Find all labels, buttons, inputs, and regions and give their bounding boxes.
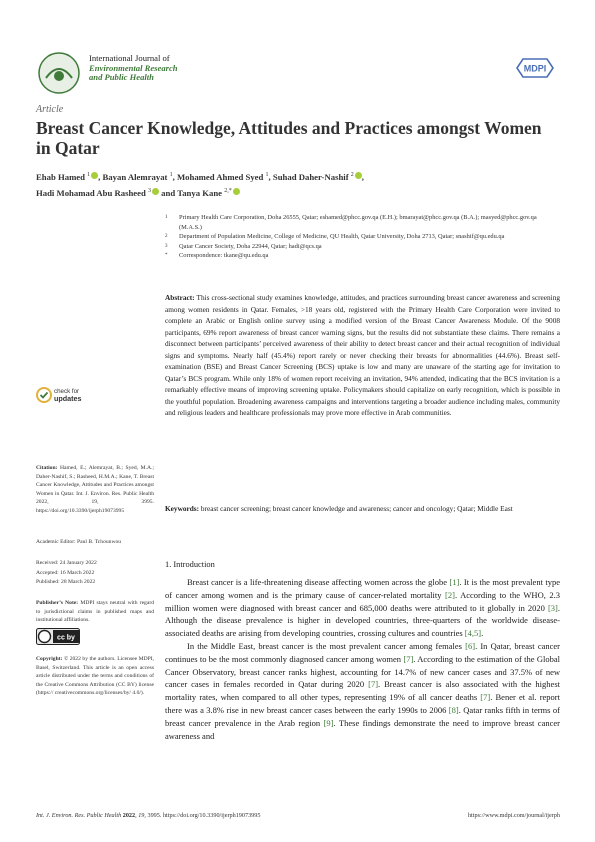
article-type: Article bbox=[36, 104, 64, 115]
affiliation-text: Primary Health Care Corporation, Doha 26555, Qatar; eshamed@phcc.gov.qa (E.H.); bmarayat@phcc.gov.qa (B.A.); masyed@phcc.gov.qa (M.A.S.) bbox=[179, 214, 537, 231]
affiliations bbox=[165, 213, 560, 261]
journal-name bbox=[89, 54, 178, 83]
body-paragraph bbox=[165, 640, 560, 742]
author-affiliation-mark: 2 bbox=[350, 172, 354, 178]
affiliation-item bbox=[165, 213, 560, 232]
author-affiliation-mark: 1 bbox=[87, 172, 91, 178]
citation-label: Citation: bbox=[36, 465, 58, 471]
affiliation-text: Correspondence: tkane@qu.edu.qa bbox=[179, 252, 269, 260]
section-body bbox=[165, 576, 560, 742]
journal-line-2: Environmental Research bbox=[89, 62, 178, 73]
cc-by-text: cc by bbox=[57, 634, 75, 642]
reference-link[interactable]: [1] bbox=[449, 577, 460, 587]
author-affiliation-mark: 1 bbox=[265, 172, 269, 178]
body-text: . Bener et al. report there was a 3.8% rise in new breast cancer cases between the early 1990s to 2006 bbox=[165, 692, 560, 715]
affiliation-item bbox=[165, 232, 560, 242]
abstract-text: This cross-sectional study examines knowledge, attitudes, and practices surrounding breast cancer awareness and screening among women residents in Qatar. Females, >18 years old, registered with the Primary Health Care Corporation were invited to complete an Arabic or English online survey using a modified version of the Breast Cancer Awareness Module. Of the 9008 participants, 69% report awareness of breast cancer warning signs, but the results did not substantiate these claims. There remains a disconnect between participants’ perceived awareness of their ability to detect breast cancer and their actual recognition of individual signs and symptoms. Nearly half (45.4%) report rarely or never checking their breasts for abnormalities (44.6%). Breast self-examination (BSE) and Breast Cancer Screening (BCS) uptake is low and many are unaware of the starting age for invitation to Qatar’s BCS program. While only 18% of women report receiving an invitation, 94% attended, indicating that the BCS invitation is a remarkably effective means of improving screening uptake. Policymakers should capitalize on early recognition, which is possible in the youthful population. Broadening awareness campaigns and interventions targeting a broader audience including males, community and religious leaders and healthcare professionals may prove more effective in Arab communities. bbox=[165, 293, 560, 417]
published-date: Published: 28 March 2022 bbox=[36, 579, 96, 586]
journal-line-1: International Journal of bbox=[89, 53, 170, 63]
copyright-label: Copyright: bbox=[36, 656, 63, 662]
reference-link[interactable]: [7] bbox=[403, 653, 414, 664]
affiliation-text: Qatar Cancer Society, Doha 22944, Qatar; hadi@qcs.qa bbox=[179, 242, 322, 250]
affiliation-item bbox=[165, 242, 560, 252]
keywords-text: breast cancer screening; breast cancer knowledge and awareness; cancer and oncology; Qatar; Middle East bbox=[200, 504, 513, 513]
accepted-date: Accepted: 16 March 2022 bbox=[36, 569, 95, 576]
affiliation-item bbox=[165, 251, 560, 261]
orcid-icon[interactable] bbox=[91, 172, 98, 179]
affiliation-number: 1 bbox=[165, 215, 168, 220]
abstract-label: Abstract: bbox=[165, 293, 195, 302]
article-dates bbox=[36, 559, 97, 588]
mdpi-logo-text: MDPI bbox=[523, 63, 547, 74]
author-name[interactable]: Ehab Hamed $^1$ bbox=[36, 172, 98, 182]
orcid-icon[interactable] bbox=[355, 172, 362, 179]
reference-link[interactable]: [9] bbox=[323, 717, 334, 728]
affiliation-text: Department of Population Medicine, College of Medicine, QU Health, Qatar University, Doha 2713, Qatar; snashif@qu.edu.qa bbox=[179, 233, 505, 241]
body-paragraph bbox=[165, 576, 560, 640]
affiliation-number: * bbox=[165, 253, 168, 259]
author-name[interactable]: Mohamed Ahmed Syed $^1$ bbox=[176, 171, 269, 182]
affiliation-number: 2 bbox=[165, 234, 168, 240]
reference-link[interactable]: [2] bbox=[445, 589, 455, 600]
keywords bbox=[165, 503, 560, 515]
section-heading: 1. Introduction bbox=[165, 560, 215, 569]
author-name[interactable]: Bayan Alemrayat $^1$ bbox=[102, 171, 173, 182]
abstract bbox=[165, 292, 560, 419]
body-text: In the Middle East, breast cancer is the most prevalent cancer among females bbox=[187, 640, 466, 651]
check-for-updates-icon[interactable] bbox=[36, 386, 52, 404]
orcid-icon[interactable] bbox=[152, 188, 159, 195]
body-text: . In Qatar, breast cancer continues to be the most commonly diagnosed cancer among women bbox=[165, 640, 560, 664]
cc-by-license-icon[interactable] bbox=[36, 628, 80, 645]
journal-logo-icon bbox=[36, 50, 82, 96]
keywords-label: Keywords: bbox=[165, 504, 200, 513]
author-name[interactable]: Hadi Mohamad Abu Rasheed $^3$ bbox=[36, 188, 159, 198]
orcid-icon[interactable] bbox=[233, 188, 240, 195]
author-list: Ehab Hamed $^1$ , Bayan Alemrayat $^1$, Mohamed Ahmed Syed $^1$, Suhad Daher-Nashif $^2$ , Hadi Mohamad Abu Rasheed $^3$ and Tanya Kane $^{2,*}$ bbox=[36, 171, 364, 198]
affiliation-number: 3 bbox=[165, 243, 168, 249]
citation-block bbox=[36, 464, 154, 516]
copyright-text: © 2022 by the authors. Licensee MDPI, Basel, Switzerland. This article is an open access article distributed under the terms and conditions of the Creative Commons Attribution (CC BY) license (https:// creativecommons.org/licenses/by/ 4.0/). bbox=[36, 656, 154, 697]
reference-link[interactable]: [7] bbox=[368, 679, 379, 690]
mdpi-logo-icon bbox=[515, 57, 555, 79]
footer-journal: Int. J. Environ. Res. Public Health bbox=[36, 812, 122, 819]
footer-year: 2022 bbox=[122, 812, 136, 819]
body-text: . bbox=[481, 628, 484, 639]
author-affiliation-mark: 1 bbox=[169, 172, 173, 178]
author-affiliation-mark: 2,* bbox=[224, 187, 232, 194]
reference-link[interactable]: [7] bbox=[480, 692, 491, 703]
article-title: Breast Cancer Knowledge, Attitudes and Practices amongst Women in Qatar bbox=[36, 118, 542, 158]
page-footer bbox=[36, 812, 560, 819]
author-name[interactable]: Tanya Kane $^{2,*}$ bbox=[177, 188, 240, 198]
reference-link[interactable]: [6] bbox=[465, 640, 476, 651]
citation-text: Hamed, E.; Alemrayat, B.; Syed, M.A.; Daher-Nashif, S.; Rasheed, H.M.A.; Kane, T. Breast Cancer Knowledge, Attitudes and Practices amongst Women in Qatar. Int. J. Environ. Res. Public Health 2022, 19, 3995. https://doi.org/10.3390/ijerph19073995 bbox=[36, 465, 154, 514]
received-date: Received: 24 January 2022 bbox=[36, 560, 97, 566]
copyright-block bbox=[36, 655, 154, 698]
body-text: . Qatar ranks fifth in terms of breast cancer prevalence in the Arab region bbox=[165, 704, 560, 728]
reference-link[interactable]: [4,5] bbox=[464, 628, 482, 639]
footer-doi[interactable]: , 3995. https://doi.org/10.3390/ijerph19073995 bbox=[144, 812, 261, 819]
body-text: . These findings demonstrate the need to improve breast cancer awareness and bbox=[165, 717, 560, 741]
footer-journal-url[interactable]: https://www.mdpi.com/journal/ijerph bbox=[467, 812, 560, 819]
publisher-note-label: Publisher’s Note: bbox=[36, 600, 79, 606]
body-text: . According to the estimation of the Global Cancer Observatory, breast cancer ranks highest, accounting for 14.7% of new cancer cases and 37.5% of new cancer cases in females recorded in Qatar during 2020 bbox=[165, 653, 560, 690]
author-affiliation-mark: 3 bbox=[148, 187, 151, 194]
publisher-note-text: MDPI stays neutral with regard to jurisdictional claims in published maps and institutional affiliations. bbox=[36, 600, 154, 624]
reference-link[interactable]: [3] bbox=[547, 602, 558, 613]
journal-line-3: and Public Health bbox=[89, 72, 154, 83]
body-text: . It is the most prevalent type of cancer among women and is the primary cause of cancer-related mortality bbox=[165, 577, 560, 600]
check-line-2: updates bbox=[54, 394, 82, 403]
publisher-note bbox=[36, 599, 154, 625]
check-for-updates-link[interactable] bbox=[54, 388, 82, 403]
body-text: Breast cancer is a life-threatening disease affecting women across the globe bbox=[187, 577, 450, 587]
check-line-1: check for bbox=[54, 388, 80, 395]
body-text: . According to the WHO, 2.3 million women were diagnosed with breast cancer and 685,000 deaths were attributed to it globally in 2020 bbox=[165, 589, 560, 613]
footer-citation: Int. J. Environ. Res. Public Health 2022, 19, 3995. https://doi.org/10.3390/ijerph19073995 bbox=[36, 812, 261, 819]
reference-link[interactable]: [8] bbox=[448, 704, 459, 715]
footer-volume: 19 bbox=[138, 812, 145, 819]
author-name[interactable]: Suhad Daher-Nashif $^2$ bbox=[273, 172, 362, 182]
academic-editor: Academic Editor: Paul B. Tchounwou bbox=[36, 539, 122, 545]
body-text: . Breast cancer is also associated with the highest mortality rates, when compared to all other types, representing 19% of all cancer deaths bbox=[165, 679, 560, 703]
body-text: . Although the disease prevalence is higher in developed countries, three-quarters of the worldwide disease-associated deaths are arising from developing countries, crossing cultures and countries bbox=[165, 602, 560, 639]
